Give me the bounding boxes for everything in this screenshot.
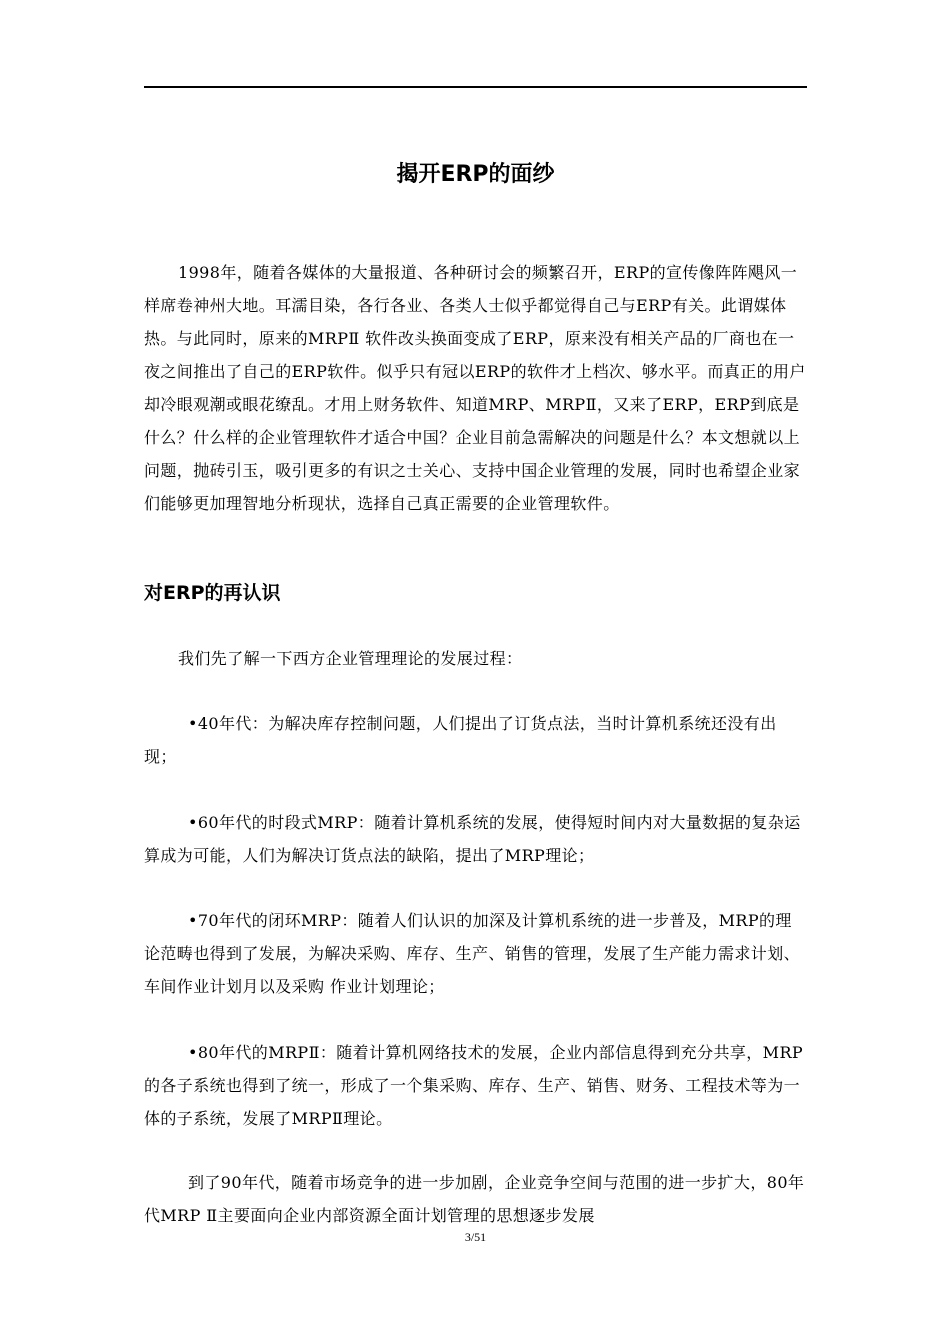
bullet-40s: •40年代：为解决库存控制问题，人们提出了订货点法，当时计算机系统还没有出现； <box>144 714 777 766</box>
intro-paragraph: 1998年，随着各媒体的大量报道、各种研讨会的频繁召开，ERP的宣传像阵阵飓风一样席卷神州大地。耳濡目染，各行各业、各类人士似乎都觉得自己与ERP有关。此谓媒体热。与此同时，原来的MRPⅡ 软件改头换面变成了ERP，原来没有相关产品的厂商也在一夜之间推出了自己的ERP软件。似乎只有冠以ERP的软件才上档次、够水平。而真正的用户却冷眼观潮或眼花缭乱。才用上财务软件、知道MRP、MRPⅡ，又来了ERP，ERP到底是什么？什么样的企业管理软件才适合中国？企业目前急需解决的问题是什么？本文想就以上问题，抛砖引玉，吸引更多的有识之士关心、支持中国企业管理的发展，同时也希望企业家们能够更加理智地分析现状，选择自己真正需要的企业管理软件。 <box>144 263 806 513</box>
bullet-70s: •70年代的闭环MRP：随着人们认识的加深及计算机系统的进一步普及，MRP的理论范畴也得到了发展，为解决采购、库存、生产、销售的管理，发展了生产能力需求计划、车间作业计划月以及采购 作业计划理论； <box>144 911 801 996</box>
section-intro: 我们先了解一下西方企业管理理论的发展过程： <box>178 649 523 668</box>
page-number: 3/51 <box>464 1230 487 1244</box>
closing-paragraph: 到了90年代，随着市场竞争的进一步加剧，企业竞争空间与范围的进一步扩大，80年代MRP Ⅱ主要面向企业内部资源全面计划管理的思想逐步发展 <box>144 1173 805 1225</box>
section-heading: 对ERP的再认识 <box>144 582 281 604</box>
bullet-60s: •60年代的时段式MRP：随着计算机系统的发展，使得短时间内对大量数据的复杂运算成为可能，人们为解决订货点法的缺陷，提出了MRP理论； <box>144 813 801 865</box>
bullet-80s: •80年代的MRPⅡ：随着计算机网络技术的发展，企业内部信息得到充分共享，MRP的各子系统也得到了统一，形成了一个集采购、库存、生产、销售、财务、工程技术等为一体的子系统，发展了MRPⅡ理论。 <box>144 1043 804 1128</box>
document-title: 揭开ERP的面纱 <box>396 162 555 187</box>
header-rule <box>144 86 807 88</box>
